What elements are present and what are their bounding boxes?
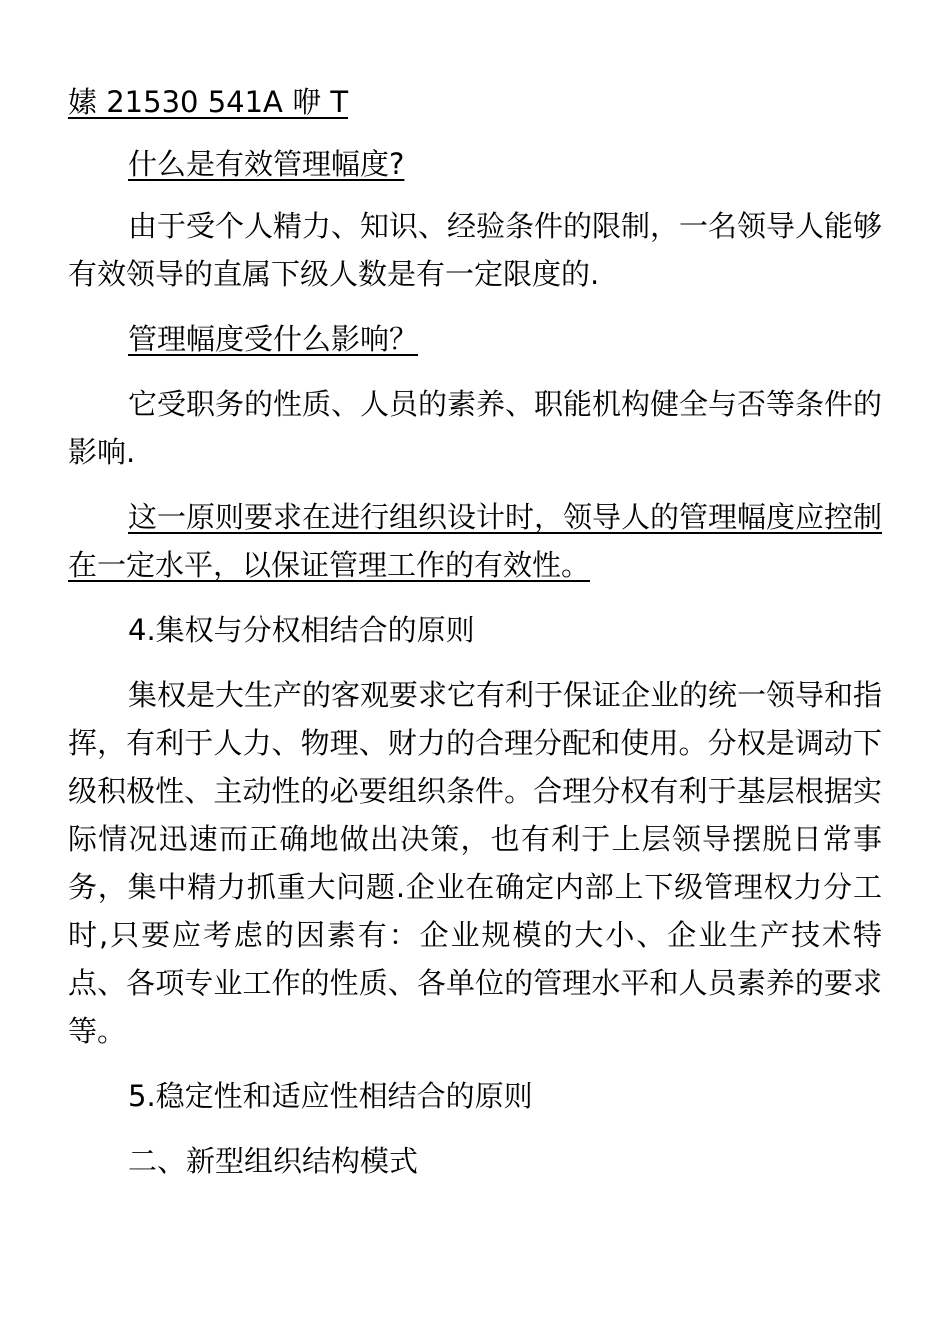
question-1-heading [68, 140, 882, 188]
section-4-body: 集权是大生产的客观要求它有利于保证企业的统一领导和指挥，有利于人力、物理、财力的合理分配和使用。分权是调动下级积极性、主动性的必要组织条件。合理分权有利于基层根据实际情况迅速而正确地做出决策，也有利于上层领导摆脱日常事务，集中精力抓重大问题.企业在确定内部上下级管理权力分工时,只要应考虑的因素有：企业规模的大小、企业生产技术特点、各项专业工作的性质、各单位的管理水平和人员素养的要求等。 [68, 678, 883, 1048]
section-4-heading: 4.集权与分权相结合的原则 [128, 613, 475, 647]
question-1-heading-text: 什么是有效管理幅度? [128, 147, 405, 181]
section-5-heading: 5.稳定性和适应性相结合的原则 [128, 1079, 533, 1113]
question-2-heading [68, 315, 882, 363]
principle-note: 这一原则要求在进行组织设计时，领导人的管理幅度应控制在一定水平，以保证管理工作的有效性。 [68, 500, 883, 582]
document-page [68, 78, 882, 1185]
code-line: 嫊 21530 541A 咿 T [68, 85, 349, 119]
part-2-heading: 二、新型组织结构模式 [128, 1144, 419, 1178]
question-2-answer: 它受职务的性质、人员的素养、职能机构健全与否等条件的影响. [68, 387, 883, 469]
question-1-answer: 由于受个人精力、知识、经验条件的限制，一名领导人能够有效领导的直属下级人数是有一定限度的. [68, 209, 883, 291]
question-2-heading-text: 管理幅度受什么影响？ [128, 322, 419, 356]
